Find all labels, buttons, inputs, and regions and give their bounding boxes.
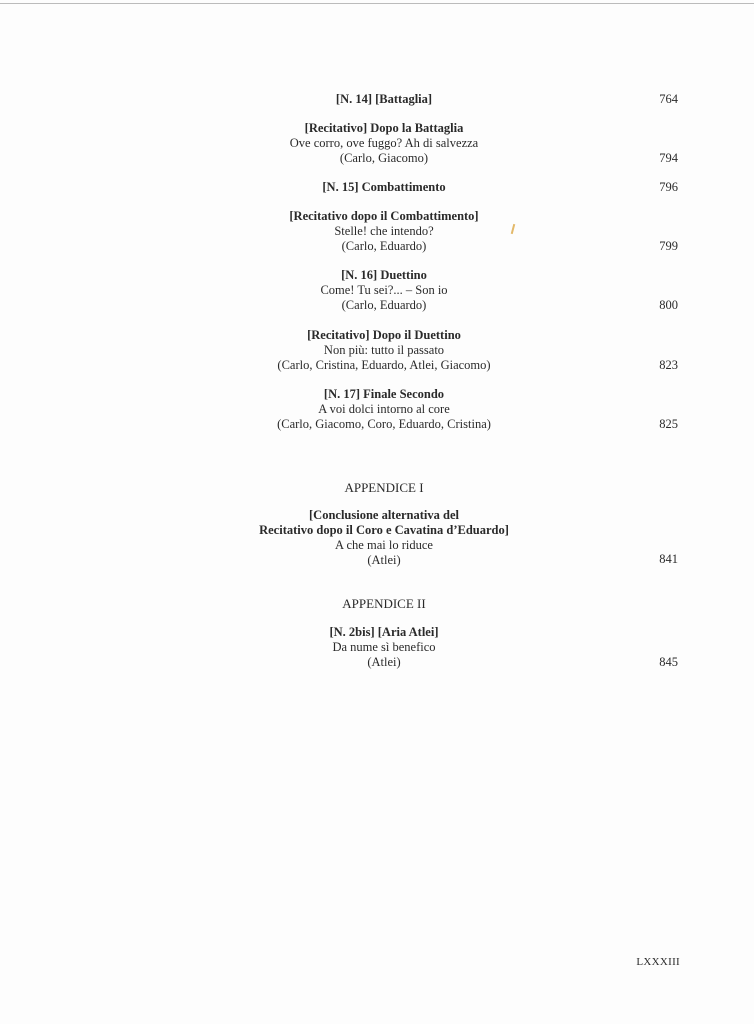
entry-title: [Recitativo] Dopo la Battaglia: [304, 121, 464, 135]
entry-title: [N. 14] [Battaglia]: [335, 92, 433, 106]
entry-incipit: Da nume sì benefico: [332, 640, 436, 654]
toc-entry: [234, 268, 534, 313]
appendix-2-heading: APPENDICE II: [342, 596, 426, 611]
entry-title: [N. 17] Finale Secondo: [323, 387, 445, 401]
entry-characters: (Atlei): [367, 655, 401, 669]
toc-entry: [234, 180, 534, 195]
entry-title: [Recitativo dopo il Combattimento]: [289, 209, 479, 223]
entry-incipit: Stelle! che intendo?: [334, 224, 434, 238]
entry-title: [N. 15] Combattimento: [322, 180, 446, 194]
toc-entry: [234, 625, 534, 670]
appendix-1-heading: APPENDICE I: [344, 480, 424, 495]
entry-title: [N. 2bis] [Aria Atlei]: [329, 625, 439, 639]
toc-entry: [234, 121, 534, 166]
toc-entry: [234, 209, 534, 254]
entry-incipit: Ove corro, ove fuggo? Ah di salvezza: [289, 136, 479, 150]
entry-incipit: A che mai lo riduce: [335, 538, 433, 552]
entry-page: 841: [659, 552, 678, 566]
entry-title: Recitativo dopo il Coro e Cavatina d’Eduardo]: [259, 523, 509, 537]
entry-page: 823: [659, 358, 678, 372]
toc-entry: [234, 387, 534, 432]
scan-edge-line: [0, 3, 754, 4]
page-folio: LXXXIII: [636, 956, 680, 968]
entry-page: 800: [659, 298, 678, 312]
toc-entry: [234, 328, 534, 373]
entry-page: 794: [659, 151, 678, 165]
entry-title: [N. 16] Duettino: [341, 268, 427, 282]
entry-characters: (Carlo, Giacomo, Coro, Eduardo, Cristina): [277, 417, 491, 431]
entry-incipit: A voi dolci intorno al core: [318, 402, 450, 416]
entry-characters: (Carlo, Eduardo): [341, 239, 427, 253]
entry-page: 845: [659, 655, 678, 669]
entry-characters: (Atlei): [367, 553, 401, 567]
entry-characters: (Carlo, Cristina, Eduardo, Atlei, Giacomo): [277, 358, 491, 372]
entry-incipit: Non più: tutto il passato: [323, 343, 445, 357]
toc-entry: [234, 508, 534, 568]
entry-characters: (Carlo, Eduardo): [341, 298, 427, 312]
entry-characters: (Carlo, Giacomo): [339, 151, 429, 165]
entry-page: 799: [659, 239, 678, 253]
entry-title: [Recitativo] Dopo il Duettino: [307, 328, 461, 342]
entry-page: 796: [659, 180, 678, 194]
entry-title: [Conclusione alternativa del: [309, 508, 459, 522]
entry-incipit: Come! Tu sei?... – Son io: [320, 283, 448, 297]
entry-page: 764: [659, 92, 678, 106]
toc-entry: [234, 92, 534, 107]
entry-page: 825: [659, 417, 678, 431]
